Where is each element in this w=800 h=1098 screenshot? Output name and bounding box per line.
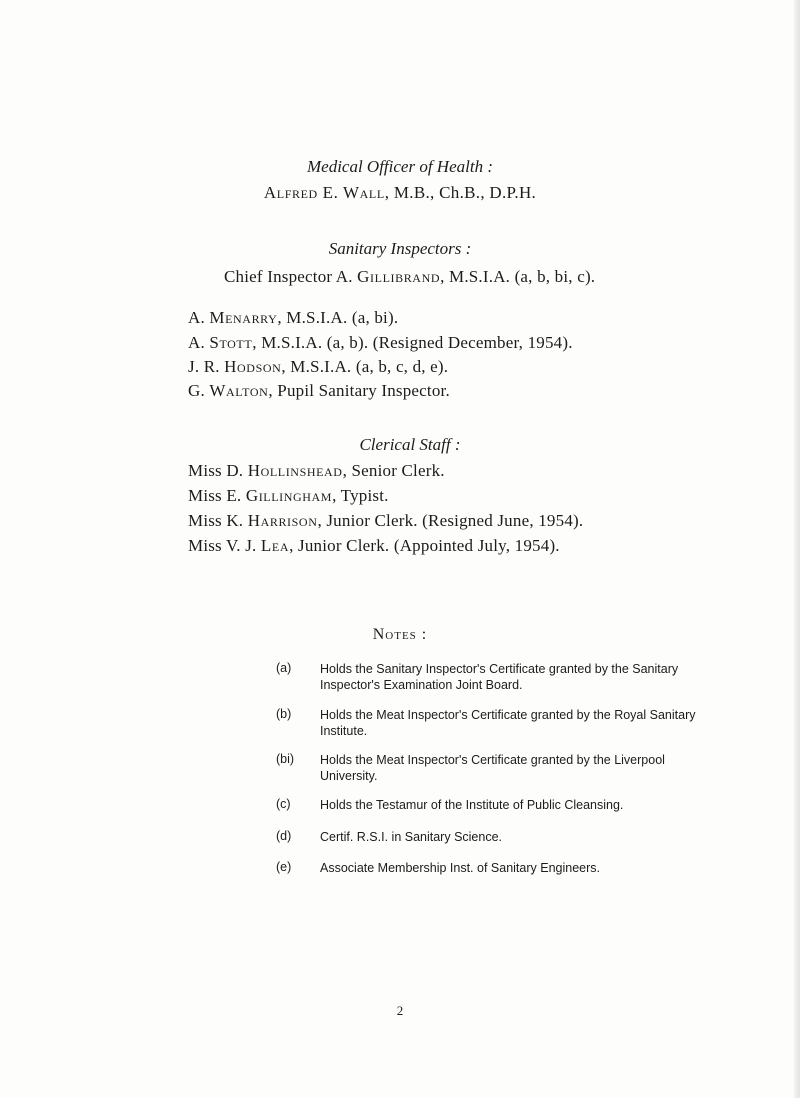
inspector-name: Hodson	[224, 357, 282, 376]
staff-initial: Miss E.	[188, 486, 246, 505]
moh-quals: , M.B., Ch.B., D.P.H.	[384, 183, 537, 202]
inspector-details: , M.S.I.A. (a, b). (Resigned December, 1954).	[252, 333, 573, 352]
clerical-heading: Clerical Staff :	[359, 435, 461, 454]
moh-name: Alfred E. Wall	[263, 183, 385, 202]
inspector-details: , M.S.I.A. (a, b, c, d, e).	[281, 357, 449, 376]
staff-initial: Miss V. J.	[188, 536, 261, 555]
chief-inspector-line	[224, 267, 595, 287]
note-text: Holds the Meat Inspector's Certificate granted by the Royal Sanitary Institute.	[320, 708, 696, 738]
chief-prefix: Chief Inspector A.	[224, 267, 358, 286]
note-label: (e)	[276, 860, 292, 874]
inspector-initial: A.	[188, 308, 210, 327]
note-text: Holds the Sanitary Inspector's Certificate granted by the Sanitary Inspector's Examination Joint Board.	[320, 662, 679, 692]
inspector-details: , M.S.I.A. (a, bi).	[277, 308, 399, 327]
inspector-name: Walton	[209, 381, 269, 400]
inspector-line	[188, 357, 448, 377]
staff-details: , Senior Clerk.	[342, 461, 445, 480]
inspector-details: , Pupil Sanitary Inspector.	[268, 381, 450, 400]
note-label: (c)	[276, 797, 291, 811]
inspector-initial: G.	[188, 381, 210, 400]
note-text: Holds the Meat Inspector's Certificate granted by the Liverpool University.	[320, 753, 665, 783]
note-label: (bi)	[276, 752, 295, 766]
moh-heading: Medical Officer of Health :	[306, 157, 493, 176]
inspector-name: Stott	[209, 333, 253, 352]
note-text: Holds the Testamur of the Institute of Public Cleansing.	[320, 798, 624, 812]
note-label: (b)	[276, 707, 292, 721]
note-text: Associate Membership Inst. of Sanitary Engineers.	[320, 861, 600, 875]
inspector-initial: J. R.	[188, 357, 225, 376]
staff-details: , Typist.	[332, 486, 389, 505]
note-text: Certif. R.S.I. in Sanitary Science.	[320, 830, 503, 844]
staff-line	[188, 461, 445, 481]
moh-name-line	[0, 183, 800, 203]
page-number: 2	[396, 1003, 404, 1018]
staff-initial: Miss D.	[188, 461, 248, 480]
note-label: (a)	[276, 661, 292, 675]
staff-name: Lea	[260, 536, 290, 555]
inspector-line	[188, 308, 398, 328]
staff-initial: Miss K.	[188, 511, 248, 530]
chief-name: Gillibrand	[357, 267, 441, 286]
chief-quals: , M.S.I.A. (a, b, bi, c).	[440, 267, 596, 286]
inspector-initial: A.	[188, 333, 210, 352]
staff-name: Harrison	[247, 511, 318, 530]
note-label: (d)	[276, 829, 292, 843]
inspector-line	[188, 333, 573, 353]
staff-line	[188, 486, 389, 506]
staff-line	[188, 511, 583, 531]
staff-details: , Junior Clerk. (Resigned June, 1954).	[317, 511, 584, 530]
sanitary-heading: Sanitary Inspectors :	[328, 239, 472, 258]
staff-name: Gillingham	[245, 486, 333, 505]
inspector-line	[188, 381, 450, 401]
staff-details: , Junior Clerk. (Appointed July, 1954).	[289, 536, 560, 555]
staff-name: Hollinshead	[247, 461, 343, 480]
inspector-name: Menarry	[209, 308, 278, 327]
staff-line	[188, 536, 560, 556]
notes-heading: Notes :	[372, 626, 428, 643]
